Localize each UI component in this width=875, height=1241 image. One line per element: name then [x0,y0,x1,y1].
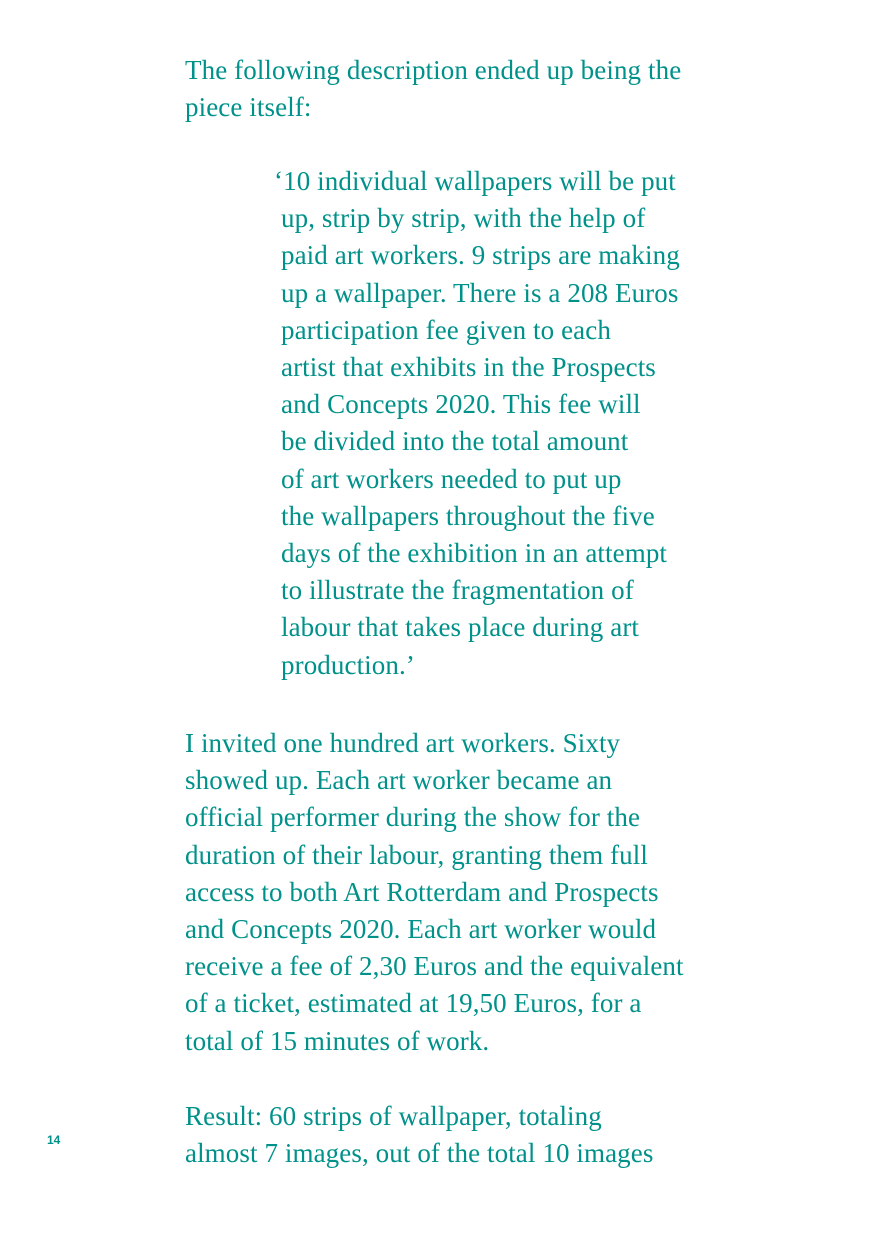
text-line: artist that exhibits in the Prospects [281,352,656,383]
text-line: Result: 60 strips of wallpaper, totaling [185,1101,602,1131]
text-line: receive a fee of 2,30 Euros and the equivalent [185,951,684,982]
text-line: almost 7 images, out of the total 10 images [185,1138,654,1169]
text-line: be divided into the total amount [281,426,629,457]
text-line: up, strip by strip, with the help of [281,203,646,234]
intro-paragraph [185,52,681,126]
text-line: piece itself: [185,92,312,123]
text-line: total of 15 minutes of work. [185,1025,490,1056]
quoted-description [274,163,680,684]
text-line: access to both Art Rotterdam and Prospects [185,876,659,907]
text-line: of a ticket, estimated at 19,50 Euros, for a [185,988,642,1019]
text-line: production.’ [281,649,415,680]
text-line: days of the exhibition in an attempt [281,538,668,569]
result-paragraph [185,1098,653,1172]
text-line: to illustrate the fragmentation of [281,575,634,606]
text-line: labour that takes place during art [281,612,640,643]
text-line: ‘10 individual wallpapers will be put [274,166,676,196]
text-line: The following description ended up being the [185,55,682,85]
text-line: up a wallpaper. There is a 208 Euros [281,277,679,308]
text-line: duration of their labour, granting them full [185,839,648,870]
invitation-paragraph [185,725,684,1060]
text-line: of art workers needed to put up [281,463,622,494]
text-line: participation fee given to each [281,314,611,345]
text-line: and Concepts 2020. Each art worker would [185,914,657,945]
text-line: I invited one hundred art workers. Sixty [185,728,621,758]
text-line: paid art workers. 9 strips are making [281,240,680,271]
text-line: official performer during the show for the [185,802,641,833]
page-number: 14 [47,1133,61,1147]
text-line: the wallpapers throughout the five [281,500,655,531]
text-line: showed up. Each art worker became an [185,765,613,796]
text-line: and Concepts 2020. This fee will [281,389,641,420]
